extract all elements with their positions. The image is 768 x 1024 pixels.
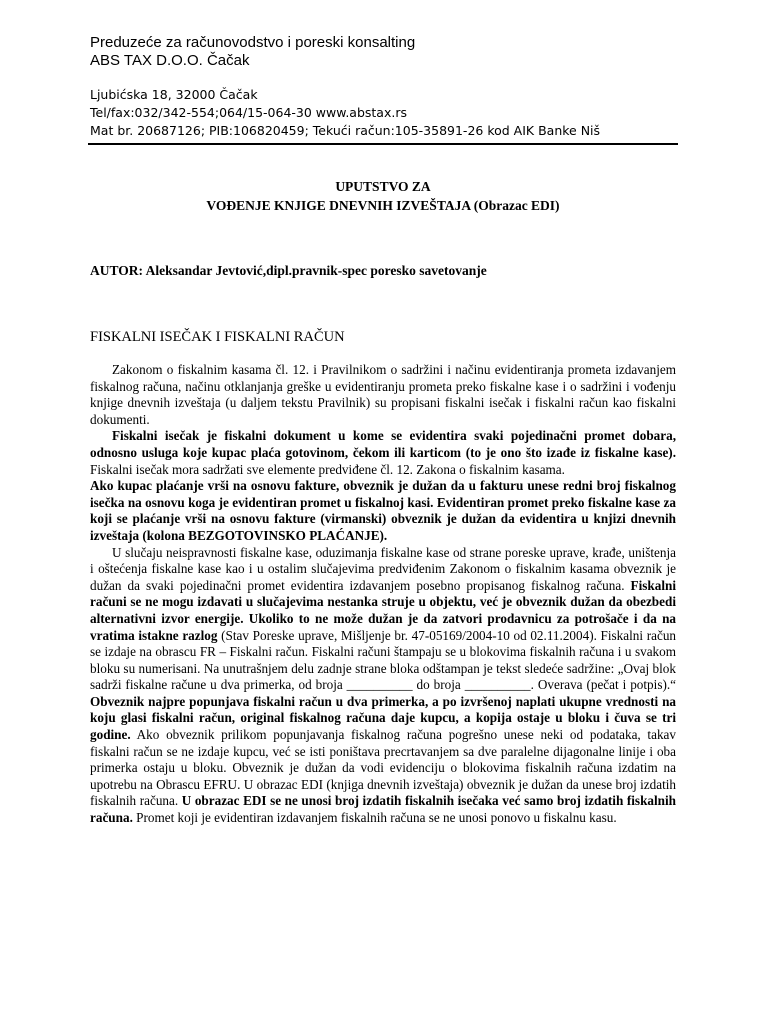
paragraph-3-bold: Ako kupac plaćanje vrši na osnovu fakture, obveznik je dužan da u fakturu unese redni broj fiskalnog isečka na osnovu koga je evidentiran promet u fiskalnoj kasi. Evidentiran promet preko fiskalne kase za koji se plaćanje vrši na osnovu fakture (virmanski) obveznik je dužan da evidentira u knjizi dnevnih izveštaja (kolona BEZGOTOVINSKO PLAĆANJE).: [90, 478, 676, 543]
author-line: AUTOR: Aleksandar Jevtović,dipl.pravnik-spec poresko savetovanje: [90, 263, 487, 278]
paragraph-4-text-a: U slučaju neispravnosti fiskalne kase, oduzimanja fiskalne kase od strane poreske uprave, krađe, uništenja i oštećenja fiskalne kase kao i u ostalim slučajevima predviđenim Zakonom o fiskalnim kasama obveznik je dužan da svaki pojedinačni promet evidentira izdavanjem posebno propisanog fiskalnog računa.: [90, 544, 676, 593]
section-heading: FISKALNI ISEČAK I FISKALNI RAČUN: [90, 329, 345, 345]
company-description: Preduzeće za računovodstvo i poreski konsalting: [90, 34, 416, 51]
paragraph-4-text-g: Promet koji je evidentiran izdavanjem fiskalnih računa se ne unosi ponovo u fiskalnu kasu.: [132, 810, 617, 826]
paragraph-4-bold-f: U obrazac EDI se ne unosi broj izdatih fiskalnih isečaka već samo broj izdatih fiskalnih računa.: [90, 793, 676, 826]
company-registry-info: Mat br. 20687126; PIB:106820459; Tekući račun:105-35891-26 kod AIK Banke Niš: [90, 123, 601, 138]
paragraph-2-text: Fiskalni isečak mora sadržati sve elemente predviđene čl. 12. Zakona o fiskalnim kasama.: [90, 461, 565, 477]
document-title-line2: VOĐENJE KNJIGE DNEVNIH IZVEŠTAJA (Obrazac EDI): [206, 198, 560, 213]
paragraph-4-bold-d: Obveznik najpre popunjava fiskalni račun u dva primerka, a po izvršenoj naplati ukupne vrednosti na koju glasi fiskalni račun, original fiskalnog računa daje kupcu, a kopija ostaje u bloku i čuva se tri godine.: [90, 693, 676, 743]
company-header: [90, 34, 415, 70]
company-contact-block: [90, 86, 600, 140]
paragraph-4-text-e: Ako obveznik prilikom popunjavanja fiskalnog računa pogrešno unese neki od podataka, takav fiskalni račun se ne izdaje kupcu, već se isti poništava precrtavanjem sa dve paralelne dijagonalne linije i oba primerka ostaju u bloku. Obveznik je dužan da vodi evidenciju o blokovima fiskalnih računa izdatim na upotrebu na Obrascu EFRU. U obrazac EDI (knjiga dnevnih izveštaja) obveznik je dužan da unese broj izdatih fiskalnih računa.: [90, 727, 676, 809]
document-title: [88, 177, 678, 215]
paragraph-3: [90, 478, 676, 544]
paragraph-4-bold-b: Fiskalni računi se ne mogu izdavati u slučajevima nestanka struje u objektu, već je obveznik dužan da obezbedi alternativni izvor energije. Ukoliko to ne može dužan je da zatvori prodavnicu za potrošače i da na vratima istakne razlog: [90, 577, 676, 643]
document-body: [90, 362, 676, 827]
company-address: Ljubićska 18, 32000 Čačak: [90, 87, 258, 102]
paragraph-4-text-c: (Stav Poreske uprave, Mišljenje br. 47-05169/2004-10 od 02.11.2004). Fiskalni račun se izdaje na obrascu FR – Fiskalni račun. Fiskalni računi štampaju se u blokovima fiskalnih računa i u svakom bloku su numerisani. Na unutrašnjem delu zadnje strane bloka odštampan je tekst sledeće sadržine: „Ovaj blok sadrži fiskalne račune u dva primerka, od broja __________ do broja __________. Overava (pečat i potpis).“: [90, 627, 677, 693]
header-divider: [88, 143, 678, 145]
paragraph-4: [90, 545, 676, 827]
paragraph-2: [90, 428, 676, 478]
paragraph-1: Zakonom o fiskalnim kasama čl. 12. i Pravilnikom o sadržini i načinu evidentiranja prometa izdavanjem fiskalnog računa, načinu otklanjanja greške u evidentiranju prometa preko fiskalne kase i o sadržini i vođenju knjige dnevnih izveštaja (u daljem tekstu Pravilnik) su propisani fiskalni isečak i fiskalni račun kao fiskalni dokumenti.: [90, 362, 676, 427]
company-phone-web: Tel/fax:032/342-554;064/15-064-30 www.abstax.rs: [90, 105, 407, 120]
paragraph-2-bold: Fiskalni isečak je fiskalni dokument u kome se evidentira svaki pojedinačni promet dobara, odnosno usluga koje kupac plaća gotovinom, čekom ili karticom (to je ono što izađe iz fiskalne kase).: [90, 428, 676, 460]
company-name: ABS TAX D.O.O. Čačak: [90, 52, 250, 69]
document-title-line1: UPUTSTVO ZA: [335, 179, 431, 194]
